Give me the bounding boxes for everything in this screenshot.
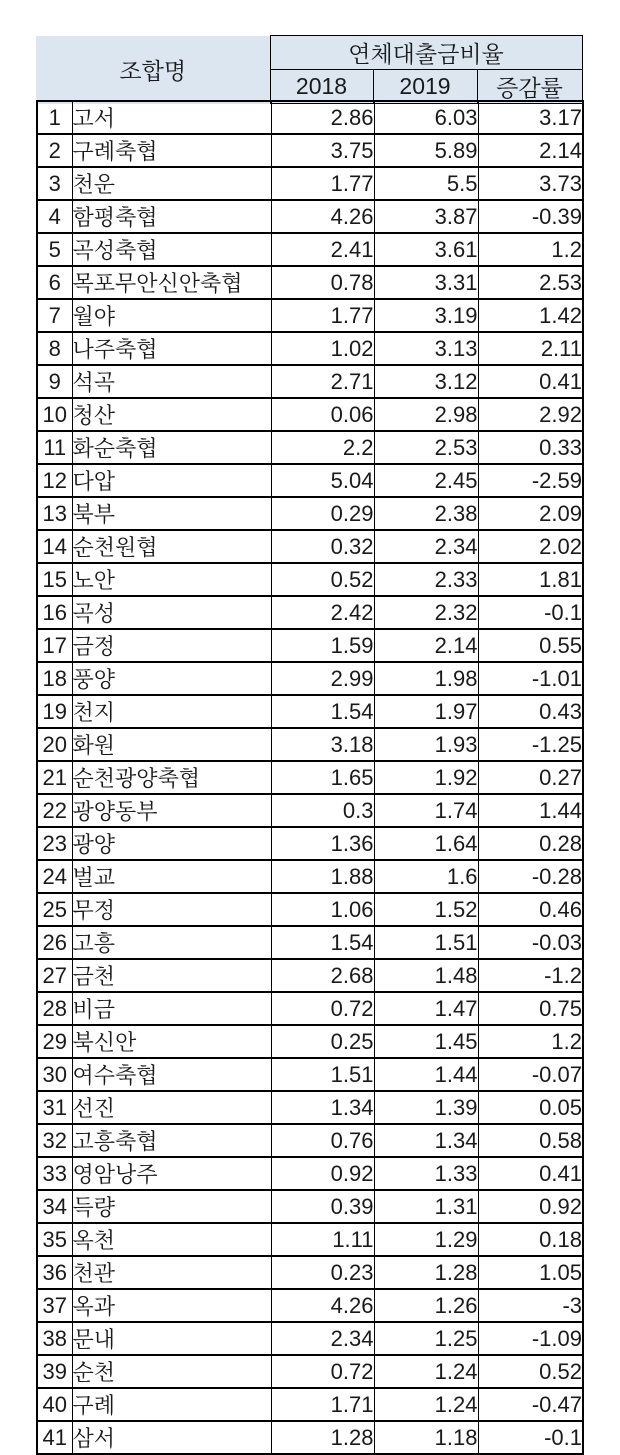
table-row <box>37 1388 583 1421</box>
union-name-cell: 금천 <box>72 959 271 992</box>
row-number-cell: 28 <box>37 992 72 1025</box>
header-year-2018: 2018 <box>270 70 373 104</box>
union-name-cell: 선진 <box>72 1091 271 1124</box>
table-row <box>37 1223 583 1256</box>
change-rate-cell: 1.81 <box>478 563 583 596</box>
table-row <box>37 431 583 464</box>
ratio-2018-cell: 2.71 <box>271 365 374 398</box>
ratio-2018-cell: 0.06 <box>271 398 374 431</box>
table-row <box>37 860 583 893</box>
change-rate-cell: -0.39 <box>478 200 583 233</box>
union-name-cell: 고흥 <box>72 926 271 959</box>
ratio-2019-cell: 1.93 <box>374 728 478 761</box>
ratio-2019-cell: 1.33 <box>374 1157 478 1190</box>
change-rate-cell: 3.73 <box>478 167 583 200</box>
header-union-name: 조합명 <box>36 36 270 104</box>
table-row <box>37 233 583 266</box>
union-name-cell: 무정 <box>72 893 271 926</box>
ratio-2019-cell: 1.45 <box>374 1025 478 1058</box>
ratio-2019-cell: 5.89 <box>374 134 478 167</box>
ratio-2019-cell: 1.51 <box>374 926 478 959</box>
change-rate-cell: -0.07 <box>478 1058 583 1091</box>
change-rate-cell: 0.75 <box>478 992 583 1025</box>
header-delinquent-loan-ratio-group: 연체대출금비율 <box>270 36 582 70</box>
row-number-cell: 16 <box>37 596 72 629</box>
row-number-cell: 27 <box>37 959 72 992</box>
row-number-cell: 40 <box>37 1388 72 1421</box>
row-number-cell: 22 <box>37 794 72 827</box>
table-row <box>37 1157 583 1190</box>
ratio-2019-cell: 1.74 <box>374 794 478 827</box>
change-rate-cell: -0.1 <box>478 596 583 629</box>
change-rate-cell: -2.59 <box>478 464 583 497</box>
change-rate-cell: 0.28 <box>478 827 583 860</box>
union-name-cell: 풍양 <box>72 662 271 695</box>
header-year-2019: 2019 <box>373 70 477 104</box>
ratio-2019-cell: 2.53 <box>374 431 478 464</box>
ratio-2018-cell: 1.02 <box>271 332 374 365</box>
ratio-2018-cell: 0.3 <box>271 794 374 827</box>
ratio-2019-cell: 2.98 <box>374 398 478 431</box>
row-number-cell: 19 <box>37 695 72 728</box>
row-number-cell: 10 <box>37 398 72 431</box>
ratio-2018-cell: 1.65 <box>271 761 374 794</box>
union-name-cell: 함평축협 <box>72 200 271 233</box>
ratio-2018-cell: 1.06 <box>271 893 374 926</box>
union-name-cell: 곡성 <box>72 596 271 629</box>
change-rate-cell: 0.41 <box>478 1157 583 1190</box>
ratio-2018-cell: 1.77 <box>271 299 374 332</box>
ratio-2018-cell: 0.39 <box>271 1190 374 1223</box>
ratio-2018-cell: 1.11 <box>271 1223 374 1256</box>
ratio-2018-cell: 4.26 <box>271 1289 374 1322</box>
union-name-cell: 노안 <box>72 563 271 596</box>
ratio-2018-cell: 2.41 <box>271 233 374 266</box>
row-number-cell: 29 <box>37 1025 72 1058</box>
table-row <box>37 926 583 959</box>
union-name-cell: 여수축협 <box>72 1058 271 1091</box>
ratio-2019-cell: 1.26 <box>374 1289 478 1322</box>
change-rate-cell: 2.53 <box>478 266 583 299</box>
ratio-2019-cell: 1.25 <box>374 1322 478 1355</box>
change-rate-cell: 0.46 <box>478 893 583 926</box>
change-rate-cell: 2.11 <box>478 332 583 365</box>
table-row <box>37 1190 583 1223</box>
row-number-cell: 21 <box>37 761 72 794</box>
change-rate-cell: 0.43 <box>478 695 583 728</box>
row-number-cell: 9 <box>37 365 72 398</box>
table-row <box>37 1256 583 1289</box>
ratio-2019-cell: 1.98 <box>374 662 478 695</box>
ratio-2019-cell: 2.33 <box>374 563 478 596</box>
union-name-cell: 북신안 <box>72 1025 271 1058</box>
ratio-2019-cell: 3.87 <box>374 200 478 233</box>
ratio-2018-cell: 2.68 <box>271 959 374 992</box>
union-name-cell: 옥천 <box>72 1223 271 1256</box>
change-rate-cell: 0.27 <box>478 761 583 794</box>
ratio-2019-cell: 1.6 <box>374 860 478 893</box>
union-name-cell: 순천 <box>72 1355 271 1388</box>
union-name-cell: 천관 <box>72 1256 271 1289</box>
table-row <box>37 629 583 662</box>
change-rate-cell: 0.05 <box>478 1091 583 1124</box>
change-rate-cell: 0.33 <box>478 431 583 464</box>
table-row <box>37 134 583 167</box>
ratio-2019-cell: 1.39 <box>374 1091 478 1124</box>
change-rate-cell: 0.92 <box>478 1190 583 1223</box>
change-rate-cell: 1.05 <box>478 1256 583 1289</box>
union-name-cell: 광양동부 <box>72 794 271 827</box>
ratio-2018-cell: 2.99 <box>271 662 374 695</box>
ratio-2018-cell: 1.28 <box>271 1421 374 1454</box>
ratio-2019-cell: 2.38 <box>374 497 478 530</box>
table-row <box>37 728 583 761</box>
row-number-cell: 38 <box>37 1322 72 1355</box>
union-name-cell: 목포무안신안축협 <box>72 266 271 299</box>
row-number-cell: 31 <box>37 1091 72 1124</box>
change-rate-cell: 1.2 <box>478 233 583 266</box>
ratio-2018-cell: 3.18 <box>271 728 374 761</box>
union-name-cell: 득량 <box>72 1190 271 1223</box>
ratio-2019-cell: 2.34 <box>374 530 478 563</box>
ratio-2018-cell: 4.26 <box>271 200 374 233</box>
table-row <box>37 200 583 233</box>
row-number-cell: 36 <box>37 1256 72 1289</box>
table-row <box>37 1091 583 1124</box>
change-rate-cell: -1.25 <box>478 728 583 761</box>
ratio-2018-cell: 1.88 <box>271 860 374 893</box>
table-row <box>37 662 583 695</box>
ratio-2018-cell: 1.36 <box>271 827 374 860</box>
row-number-cell: 3 <box>37 167 72 200</box>
ratio-2019-cell: 1.29 <box>374 1223 478 1256</box>
table-row <box>37 365 583 398</box>
ratio-2018-cell: 1.54 <box>271 926 374 959</box>
union-name-cell: 문내 <box>72 1322 271 1355</box>
ratio-2018-cell: 2.42 <box>271 596 374 629</box>
header-change-rate: 증감률 <box>477 70 582 104</box>
row-number-cell: 25 <box>37 893 72 926</box>
change-rate-cell: 3.17 <box>478 101 583 134</box>
change-rate-cell: 0.55 <box>478 629 583 662</box>
ratio-2018-cell: 0.92 <box>271 1157 374 1190</box>
union-name-cell: 옥과 <box>72 1289 271 1322</box>
row-number-cell: 30 <box>37 1058 72 1091</box>
ratio-2018-cell: 0.72 <box>271 992 374 1025</box>
row-number-cell: 11 <box>37 431 72 464</box>
change-rate-cell: 1.42 <box>478 299 583 332</box>
row-number-cell: 32 <box>37 1124 72 1157</box>
change-rate-cell: 2.14 <box>478 134 583 167</box>
table-row <box>37 497 583 530</box>
change-rate-cell: 2.09 <box>478 497 583 530</box>
ratio-2019-cell: 5.5 <box>374 167 478 200</box>
change-rate-cell: 0.41 <box>478 365 583 398</box>
table-row <box>37 101 583 134</box>
table-row <box>37 596 583 629</box>
ratio-2018-cell: 0.52 <box>271 563 374 596</box>
row-number-cell: 23 <box>37 827 72 860</box>
ratio-2018-cell: 0.25 <box>271 1025 374 1058</box>
row-number-cell: 20 <box>37 728 72 761</box>
ratio-2018-cell: 1.51 <box>271 1058 374 1091</box>
row-number-cell: 15 <box>37 563 72 596</box>
union-name-cell: 벌교 <box>72 860 271 893</box>
table-body <box>37 101 583 1454</box>
ratio-2019-cell: 1.34 <box>374 1124 478 1157</box>
union-name-cell: 천운 <box>72 167 271 200</box>
ratio-2018-cell: 1.54 <box>271 695 374 728</box>
change-rate-cell: -0.03 <box>478 926 583 959</box>
ratio-2018-cell: 0.78 <box>271 266 374 299</box>
ratio-2019-cell: 1.64 <box>374 827 478 860</box>
table-row <box>37 563 583 596</box>
union-name-cell: 광양 <box>72 827 271 860</box>
table-row <box>37 464 583 497</box>
union-name-cell: 청산 <box>72 398 271 431</box>
ratio-2019-cell: 1.48 <box>374 959 478 992</box>
row-number-cell: 39 <box>37 1355 72 1388</box>
row-number-cell: 14 <box>37 530 72 563</box>
ratio-2019-cell: 2.14 <box>374 629 478 662</box>
ratio-2019-cell: 1.28 <box>374 1256 478 1289</box>
change-rate-cell: -3 <box>478 1289 583 1322</box>
table-row <box>37 1289 583 1322</box>
table-row <box>37 893 583 926</box>
table-row <box>37 695 583 728</box>
union-name-cell: 구례 <box>72 1388 271 1421</box>
ratio-2019-cell: 1.24 <box>374 1355 478 1388</box>
table-row <box>37 827 583 860</box>
row-number-cell: 34 <box>37 1190 72 1223</box>
change-rate-cell: -1.09 <box>478 1322 583 1355</box>
row-number-cell: 2 <box>37 134 72 167</box>
ratio-2019-cell: 1.47 <box>374 992 478 1025</box>
change-rate-cell: -1.2 <box>478 959 583 992</box>
ratio-2018-cell: 1.71 <box>271 1388 374 1421</box>
ratio-2018-cell: 2.86 <box>271 101 374 134</box>
change-rate-cell: 1.2 <box>478 1025 583 1058</box>
ratio-2018-cell: 3.75 <box>271 134 374 167</box>
table-row <box>37 167 583 200</box>
union-name-cell: 천지 <box>72 695 271 728</box>
row-number-cell: 26 <box>37 926 72 959</box>
change-rate-cell: 0.52 <box>478 1355 583 1388</box>
row-number-cell: 13 <box>37 497 72 530</box>
ratio-2018-cell: 1.34 <box>271 1091 374 1124</box>
row-number-cell: 8 <box>37 332 72 365</box>
table-row <box>37 1322 583 1355</box>
union-name-cell: 순천광양축협 <box>72 761 271 794</box>
change-rate-cell: 2.02 <box>478 530 583 563</box>
ratio-2019-cell: 1.44 <box>374 1058 478 1091</box>
row-number-cell: 12 <box>37 464 72 497</box>
table-row <box>37 266 583 299</box>
change-rate-cell: 0.58 <box>478 1124 583 1157</box>
ratio-2019-cell: 1.24 <box>374 1388 478 1421</box>
change-rate-cell: -0.28 <box>478 860 583 893</box>
table-row <box>37 761 583 794</box>
union-name-cell: 월야 <box>72 299 271 332</box>
table-row <box>37 959 583 992</box>
ratio-2019-cell: 3.31 <box>374 266 478 299</box>
change-rate-cell: -0.47 <box>478 1388 583 1421</box>
ratio-2019-cell: 6.03 <box>374 101 478 134</box>
ratio-2019-cell: 1.31 <box>374 1190 478 1223</box>
row-number-cell: 33 <box>37 1157 72 1190</box>
union-name-cell: 구례축협 <box>72 134 271 167</box>
union-name-cell: 고흥축협 <box>72 1124 271 1157</box>
row-number-cell: 7 <box>37 299 72 332</box>
table-row <box>37 398 583 431</box>
ratio-2019-cell: 3.19 <box>374 299 478 332</box>
ratio-2019-cell: 1.52 <box>374 893 478 926</box>
table-header <box>36 35 583 104</box>
table-row <box>37 1124 583 1157</box>
ratio-2019-cell: 3.13 <box>374 332 478 365</box>
ratio-2018-cell: 0.29 <box>271 497 374 530</box>
change-rate-cell: -0.1 <box>478 1421 583 1454</box>
union-name-cell: 곡성축협 <box>72 233 271 266</box>
table-row <box>37 1058 583 1091</box>
ratio-2019-cell: 1.97 <box>374 695 478 728</box>
union-name-cell: 화순축협 <box>72 431 271 464</box>
table-row <box>37 1025 583 1058</box>
ratio-2019-cell: 1.92 <box>374 761 478 794</box>
ratio-2018-cell: 5.04 <box>271 464 374 497</box>
ratio-2019-cell: 2.32 <box>374 596 478 629</box>
ratio-2018-cell: 0.72 <box>271 1355 374 1388</box>
row-number-cell: 18 <box>37 662 72 695</box>
row-number-cell: 4 <box>37 200 72 233</box>
table-row <box>37 992 583 1025</box>
ratio-2018-cell: 0.32 <box>271 530 374 563</box>
change-rate-cell: 1.44 <box>478 794 583 827</box>
ratio-2018-cell: 1.59 <box>271 629 374 662</box>
change-rate-cell: 2.92 <box>478 398 583 431</box>
row-number-cell: 5 <box>37 233 72 266</box>
table-row <box>37 794 583 827</box>
row-number-cell: 37 <box>37 1289 72 1322</box>
union-name-cell: 고서 <box>72 101 271 134</box>
union-name-cell: 순천원협 <box>72 530 271 563</box>
row-number-cell: 41 <box>37 1421 72 1454</box>
change-rate-cell: 0.18 <box>478 1223 583 1256</box>
ratio-2018-cell: 0.23 <box>271 1256 374 1289</box>
row-number-cell: 1 <box>37 101 72 134</box>
row-number-cell: 17 <box>37 629 72 662</box>
row-number-cell: 24 <box>37 860 72 893</box>
union-name-cell: 다압 <box>72 464 271 497</box>
union-name-cell: 비금 <box>72 992 271 1025</box>
ratio-2018-cell: 1.77 <box>271 167 374 200</box>
table-row <box>37 530 583 563</box>
ratio-2018-cell: 0.76 <box>271 1124 374 1157</box>
table-row <box>37 299 583 332</box>
union-name-cell: 금정 <box>72 629 271 662</box>
ratio-2019-cell: 3.61 <box>374 233 478 266</box>
ratio-2018-cell: 2.2 <box>271 431 374 464</box>
row-number-cell: 6 <box>37 266 72 299</box>
union-name-cell: 북부 <box>72 497 271 530</box>
union-name-cell: 나주축협 <box>72 332 271 365</box>
union-name-cell: 화원 <box>72 728 271 761</box>
union-name-cell: 석곡 <box>72 365 271 398</box>
row-number-cell: 35 <box>37 1223 72 1256</box>
table-row <box>37 1355 583 1388</box>
table-row <box>37 332 583 365</box>
ratio-2019-cell: 2.45 <box>374 464 478 497</box>
union-name-cell: 영암낭주 <box>72 1157 271 1190</box>
delinquent-loan-ratio-table <box>36 100 584 1455</box>
change-rate-cell: -1.01 <box>478 662 583 695</box>
ratio-2019-cell: 1.18 <box>374 1421 478 1454</box>
ratio-2018-cell: 2.34 <box>271 1322 374 1355</box>
ratio-2019-cell: 3.12 <box>374 365 478 398</box>
union-name-cell: 삼서 <box>72 1421 271 1454</box>
